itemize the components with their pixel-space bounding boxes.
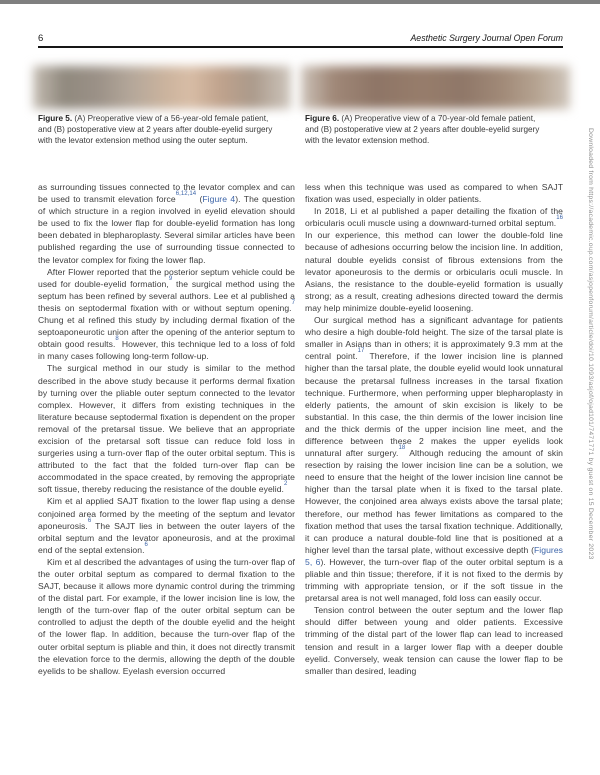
right-column [305, 181, 563, 677]
body-text: Although reducing the amount of skin resection by raising the lower incision line can be a solution, we need to ensure that the height of the lower incision line cannot be higher than the tarsal plate when it is fixed to the tarsal plate. However, the conjoined area always exists above the tarsal plate; therefore, our method has fewer limitations as compared to the fixation method that uses the tarsal fixation technique. Additionally, it can produce a natural double-fold line that is positioned at a higher level than the tarsal plate, without excessive depth ( [305, 448, 563, 555]
body-text: Kim et al applied SAJT fixation to the lower flap using a dense conjoined area formed by the meeting of the septum and levator aponeurosis. [38, 496, 295, 531]
body-text: Tension control between the outer septum and the lower flap should differ between young and older patients. Excessive trimming of the distal part of the lower flap can lead to increased tension and result in a larger lower flap with a deeper double eyelid. Conversely, weak tension can cause the lower flap to be smaller than desired, leading [305, 605, 563, 676]
body-text: Kim et al described the advantages of using the turn-over flap of the outer orbital septum as compared to dermal fixation to the SAJT, because it allows more dynamic control during the trimming of the distal part. For example, if the lower incision line is low, the length of the turn-over flap of the outer orbital septum can be controlled to adjust the depth of the double eyelid and the height of the lower flap. In addition, because the turn-over flap of the outer orbital septum is pliable and thin, it does not directly transmit the elevation force to the dermis, allowing the depth of the double eyelids to be shallow. Eyelash eversion occurred [38, 556, 295, 676]
reference-citation-link[interactable]: 17 [357, 348, 365, 355]
reference-citation-link[interactable]: 16 [556, 215, 563, 222]
body-text: the surgical method using the septum has been refined by several authors. Lee et al published a thesis on septodermal fixation with or without septum opening. [38, 278, 296, 313]
reference-citation-link[interactable]: 9 [168, 275, 173, 282]
reference-citation-link[interactable]: 6,12,14 [175, 191, 197, 198]
body-text: In 2018, Li et al published a paper detailing the fixation of the orbicularis oculi muscle using a downward-turned orbital septum. [305, 206, 563, 229]
figure6-caption [305, 113, 547, 146]
body-paragraph [305, 604, 563, 677]
body-text: as surrounding tissues connected to the levator complex and can be used to transmit elevation force [38, 182, 295, 205]
page-number: 6 [38, 33, 44, 44]
body-text: ). The question of which structure in a region involved in eyelid elevation should be used to fix the lower flap for double-eyelid formation has long been debated in blepharoplasty. Several similar articles have been published regarding the use of surrounding tissue connected to the levator complex for fixing the lower flap. [38, 194, 295, 265]
reference-citation-link[interactable]: 7 [291, 300, 295, 307]
figure5-caption [38, 113, 280, 146]
reference-citation-link[interactable]: 8 [115, 336, 119, 343]
body-text: less when this technique was used as compared to when SAJT fixation was used, especially in older patients. [305, 182, 563, 205]
body-text: After Flower reported that the posterior septum vehicle could be used for double-eyelid formation, [38, 266, 295, 289]
figure5-image [33, 66, 291, 109]
body-paragraph [305, 314, 563, 604]
reference-citation-link[interactable]: 6 [87, 517, 92, 524]
figure-reference-link[interactable]: Figure 4 [202, 194, 236, 205]
body-text: The SAJT lies in between the outer layers of the orbital septum and the levator aponeurosis, and at the proximal end of the septal extension. [38, 520, 295, 555]
body-text: The surgical method in our study is similar to the method described in the above study because it performs dermal fixation by turning over the pliable outer septum connected to the levator complex. However, it differs from existing techniques in the literature because septodermal fixation is dependent on the proper removal of the pretarsal tissue. We believe that an appropriate excision of the pretarsal soft tissue can reduce fold loss in surgeries using a turn-over flap of the outer orbital septum. This is attributed to the fact that the folded turn-over flap can be accommodated in the space created, by removing the appropriate soft tissue, thereby reducing the resistance of the double eyelid. [38, 363, 295, 495]
figure5-blurred-photo [33, 66, 291, 109]
body-paragraph [305, 205, 563, 314]
body-text: However, this technique led to a loss of fold in many cases following long-term follow-up. [38, 339, 295, 362]
figure6-blurred-photo [301, 66, 570, 109]
journal-running-head: Aesthetic Surgery Journal Open Forum [410, 33, 563, 43]
body-text: ). However, the turn-over flap of the outer orbital septum is a pliable and thin tissue; therefore, if it is not fixed to the dermis by trimming with appropriate tension, or if the soft tissue in the pretarsal area is not well managed, fold loss can easily occur. [305, 556, 563, 604]
body-text: Chung et al refined this study by including dermal fixation of the septoaponeurotic union after the opening of the anterior septum to obtain good results. [38, 315, 295, 350]
reference-citation-link[interactable]: 18 [398, 445, 406, 452]
body-paragraph [38, 181, 295, 266]
body-paragraph [38, 362, 295, 495]
left-column [38, 181, 295, 677]
header-rule [38, 46, 563, 48]
figure-reference-link[interactable]: Figures 5, 6 [305, 544, 563, 567]
figure5-caption-text: (A) Preoperative view of a 56-year-old female patient, and (B) postoperative view at 2 years after double-eyelid surgery with the levator extension method using the outer septum. [38, 114, 273, 145]
body-paragraph [38, 266, 295, 363]
body-text: Our surgical method has a significant advantage for patients who desire a high double-fold height. The size of the tarsal plate is smaller in Asians than in others; it is approximately 9.3 mm at the central point. [305, 315, 563, 362]
body-paragraph [305, 181, 563, 205]
reference-citation-link[interactable]: 6 [144, 541, 148, 548]
figure6-label: Figure 6. [305, 114, 340, 123]
figure5-label: Figure 5. [38, 114, 73, 123]
body-paragraph [38, 556, 295, 677]
download-watermark: Downloaded from https://academic.oup.com/asjopenforum/article/doi/10.1093/asjof/ojad101/7471771 by guest on 15 December 2023 [587, 128, 594, 560]
figure6-caption-text: (A) Preoperative view of a 70-year-old female patient, and (B) postoperative view at 2 years after double-eyelid surgery with the levator extension method. [305, 114, 540, 145]
body-paragraph [38, 495, 295, 555]
window-top-edge [0, 0, 600, 4]
body-text: Therefore, if the lower incision line is planned higher than the tarsal plate, the double eyelid would look unnatural because the pretarsal fullness increases in the tarsal fixation technique. Furthermore, when performing upper blepharoplasty in elderly patients, the amount of skin excision is likely to be substantial. In this case, the thin dermis of the lower incision line and the thick dermis of the upper incision line meet, and the difference between these 2 makes the upper eyelids look unnatural after surgery. [305, 351, 564, 459]
reference-citation-link[interactable]: 2 [283, 481, 288, 488]
body-text: In our experience, this method can lower the double-fold line because of adhesions occurring below the incision line. In addition, natural double eyelids consist of fibrous extensions from the levator aponeurosis to the dermis or orbicularis oculi muscle. In Asians, the resistance to the double-eyelid formation is usually strong; as a result, creating adhesions directed toward the dermis may help minimize double-eyelid loosening. [305, 230, 563, 313]
body-text: ( [196, 194, 203, 205]
figure6-image [301, 66, 570, 109]
